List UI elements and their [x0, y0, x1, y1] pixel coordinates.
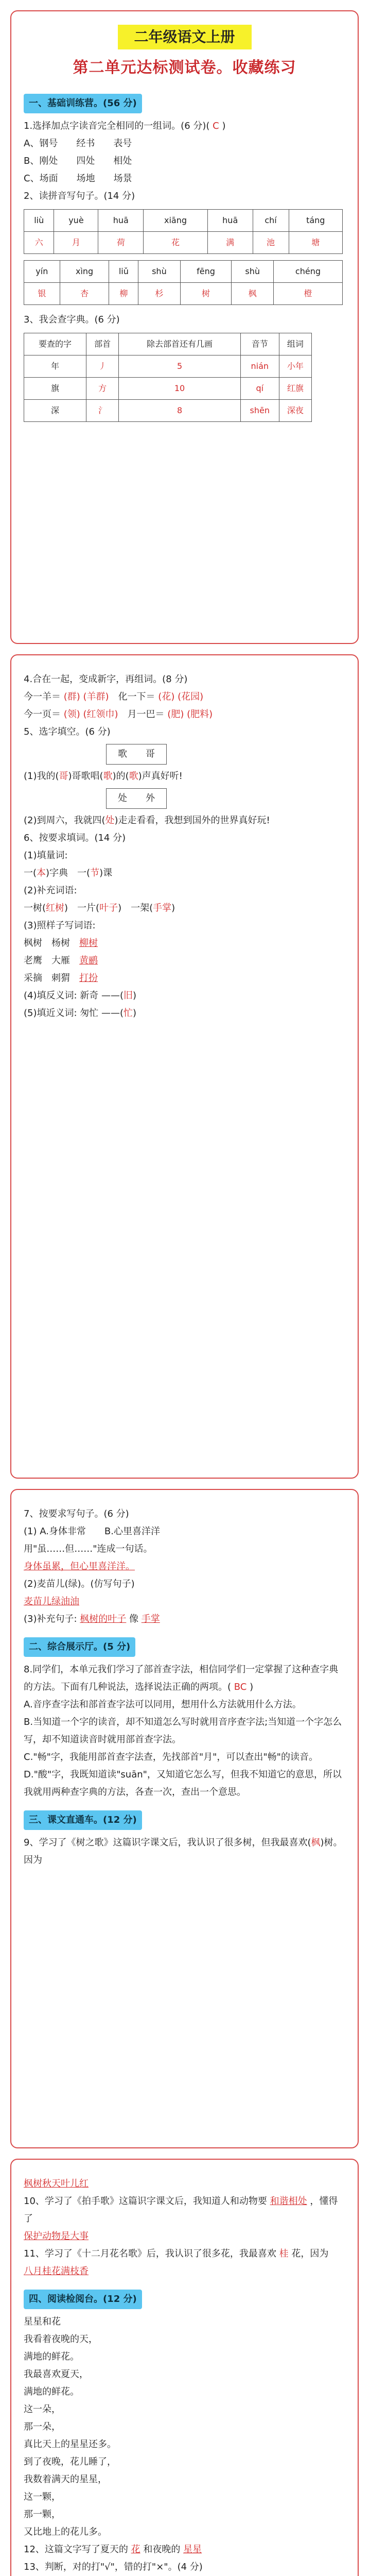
- pinyin-table-1: liù yuè huā xiāng huā chí táng 六 月 荷 花 满 池 塘: [24, 209, 343, 254]
- poem-line-12: 那一颗，: [24, 2509, 61, 2520]
- q8-option-d: D."酸"字，我既知道读"suān"，又知道它怎么写，但我不知道它的意思，所以我就用两种查字典的方法，各查一次，查出一个意思。: [24, 1769, 342, 1798]
- page-card-4: [10, 2159, 359, 2576]
- question-8: 8.同学们，本单元我们学习了部首查字法，相信同学们一定掌握了这种查字典的方法。下面有几种说法，选择说法正确的两项。( BC ): [24, 1664, 339, 1692]
- q4-line-1: 今一羊＝ (群) (羊群) 化一下＝ (花) (花园): [24, 691, 204, 702]
- q6-fill-words: 一树(红树) 一片(叶子) 一架(手掌): [24, 903, 175, 913]
- page-card-2: [10, 654, 359, 1479]
- question-4: 4.合在一起，变成新字，再组词。(8 分): [24, 674, 188, 685]
- poem-line-10: 我数着满天的星星，: [24, 2474, 107, 2485]
- q6-part-3: (3)照样子写词语:: [24, 920, 96, 931]
- poem-line-8: 真比天上的星星还多。: [24, 2439, 116, 2450]
- poem-line-7: 那一朵，: [24, 2421, 61, 2432]
- question-6: 6、按要求填词。(14 分): [24, 833, 126, 843]
- question-5: 5、选字填空。(6 分): [24, 726, 111, 737]
- q8-option-b: B.当知道一个字的读音，却不知道怎么写时就用音序查字法;当知道一个字怎么写，却不知道读音时就用部首查字法。: [24, 1717, 342, 1745]
- question-7: 7、按要求写句子。(6 分): [24, 1509, 129, 1519]
- question-13: 13、判断，对的打"√"，错的打"×"。(4 分): [24, 2562, 203, 2572]
- question-1: 1.选择加点字读音完全相同的一组词。(6 分)( C ): [24, 121, 226, 131]
- q10-answer-2: 保护动物是大事: [24, 2231, 89, 2242]
- poem-line-6: 这一朵，: [24, 2404, 61, 2415]
- grade-title: 二年级语文上册: [118, 25, 252, 49]
- question-2: 2、读拼音写句子。(14 分): [24, 191, 135, 201]
- poem-line-3: 满地的鲜花。: [24, 2351, 79, 2362]
- poem-line-5: 满地的鲜花。: [24, 2386, 79, 2397]
- section-heading-1: 一、基础训练营。(56 分): [24, 94, 142, 113]
- q6-word-row-1: 枫树 杨树 柳树: [24, 938, 98, 948]
- q6-word-row-3: 采摘 刺猬 打扮: [24, 973, 98, 984]
- q5-sentence-2: (2)到周六，我就四(处)走走看看，我想到国外的世界真好玩!: [24, 815, 270, 826]
- pinyin-table-2: yín xìng liǔ shù fēng shù chéng 银 杏 柳 杉 树 枫 橙: [24, 260, 343, 305]
- question-12: 12、这篇文字写了夏天的 花 和夜晚的 星星: [24, 2544, 202, 2555]
- q8-option-c: C."畅"字，我能用部首查字法查，先找部首"月"，可以查出"畅"的读音。: [24, 1752, 318, 1762]
- section-heading-4: 四、阅读检阅台。(12 分): [24, 2290, 142, 2309]
- page-card-3: [10, 1489, 359, 2148]
- unit-title: 第二单元达标测试卷。收藏练习: [73, 59, 296, 77]
- q6-part-2: (2)补充词语:: [24, 885, 77, 896]
- poem-line-1: 星星和花: [24, 2316, 61, 2327]
- question-11: 11、学习了《十二月花名歌》后，我认识了很多花，我最喜欢 桂 花，因为: [24, 2248, 329, 2259]
- q9-answer: 枫树秋天叶儿红: [24, 2178, 89, 2189]
- page-card-1: [10, 10, 359, 644]
- poem-line-9: 到了夜晚，花儿睡了，: [24, 2456, 116, 2467]
- q7-part-1-answer: 身体虽累，但心里喜洋洋。: [24, 1561, 135, 1572]
- q6-part-1: (1)填量词:: [24, 850, 68, 861]
- q7-part-2-answer: 麦苗儿绿油油: [24, 1596, 79, 1607]
- q7-part-2: (2)麦苗儿(绿)。(仿写句子): [24, 1579, 135, 1589]
- q8-option-a: A.音序查字法和部首查字法可以同用，想用什么方法就用什么方法。: [24, 1699, 302, 1710]
- q5-wordbox-1: 歌 哥: [106, 744, 167, 765]
- poem-line-13: 又比地上的花儿多。: [24, 2527, 107, 2537]
- section-heading-2: 二、综合展示厅。(5 分): [24, 1637, 135, 1657]
- q7-part-1: (1) A.身体非常 B.心里喜洋洋: [24, 1526, 161, 1537]
- section-heading-3: 三、课文直通车。(12 分): [24, 1810, 142, 1830]
- dictionary-table: 要查的字 部首 除去部首还有几画 音节 组词 年 丿 5 nián 小年 旗 方 10 qí 红旗 深 氵 8 shēn 深夜: [24, 333, 312, 422]
- q6-synonym: (5)填近义词: 匆忙 ——(忙): [24, 1008, 137, 1019]
- q6-word-row-2: 老鹰 大雁 黄鹂: [24, 955, 98, 966]
- question-3: 3、我会查字典。(6 分): [24, 314, 120, 325]
- question-10: 10、学习了《拍手歌》这篇识字课文后，我知道人和动物要 和谐相处 ，懂得了: [24, 2196, 338, 2224]
- q5-sentence-1: (1)我的(哥)哥歌唱(歌)的(歌)声真好听!: [24, 771, 183, 782]
- q1-option-b: B、刚处 四处 相处: [24, 156, 132, 166]
- q6-measure-words: 一(本)字典 一(节)课: [24, 868, 113, 878]
- q5-wordbox-2: 处 外: [106, 788, 167, 809]
- q7-part-1-instruction: 用"虽……但……"连成一句话。: [24, 1544, 153, 1554]
- poem-line-4: 我最喜欢夏天，: [24, 2369, 89, 2380]
- poem-line-2: 我看着夜晚的天，: [24, 2334, 98, 2345]
- question-9: 9、学习了《树之歌》这篇识字课文后，我认识了很多树，但我最喜欢(枫)树。因为: [24, 1837, 343, 1866]
- q1-option-c: C、场面 场地 场景: [24, 173, 132, 184]
- q4-line-2: 今一页＝ (领) (红领巾) 月一巴＝ (肥) (肥料): [24, 709, 213, 720]
- q11-answer-2: 八月桂花满枝香: [24, 2266, 89, 2277]
- poem-line-11: 这一颗，: [24, 2492, 61, 2502]
- q1-option-a: A、钢号 经书 表号: [24, 138, 132, 149]
- q6-antonym: (4)填反义词: 新奇 ——(旧): [24, 990, 137, 1001]
- q7-part-3: (3)补充句子: 枫树的叶子 像 手掌: [24, 1614, 160, 1624]
